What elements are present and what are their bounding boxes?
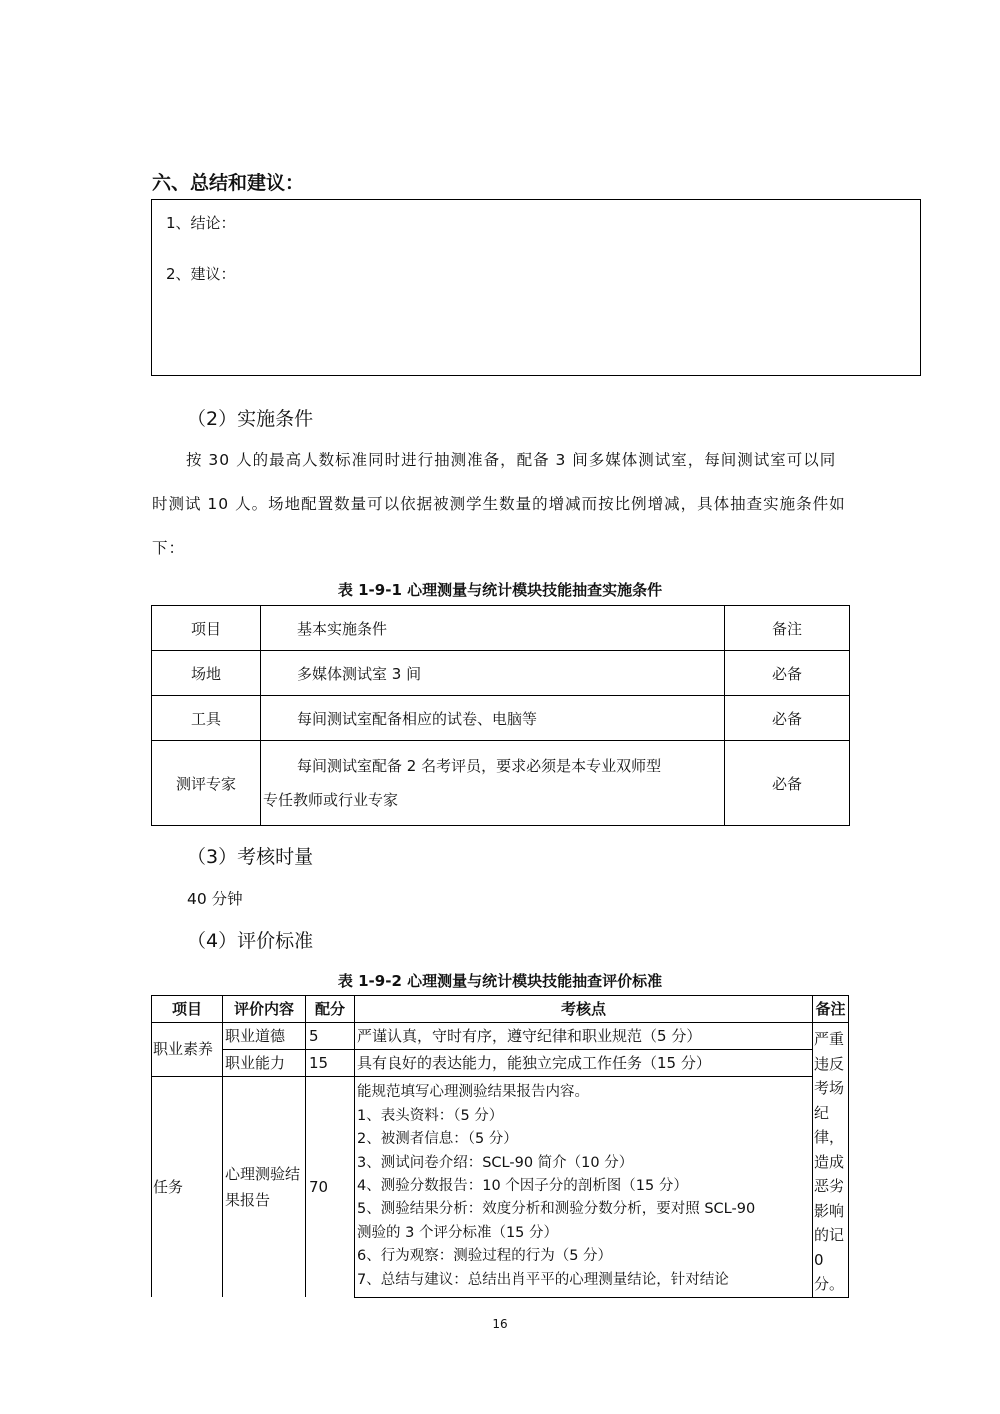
task-point: 6、行为观察：测验过程的行为（5 分） (357, 1248, 613, 1265)
task-point: 2、被测者信息：（5 分） (357, 1131, 518, 1148)
table-cell (261, 741, 725, 826)
task-point: 能规范填写心理测验结果报告内容。 (357, 1084, 589, 1101)
table-cell: 具有良好的表达能力，能独立完成工作任务（15 分） (355, 1050, 813, 1077)
table-cell: 必备 (725, 741, 850, 826)
table-header-row (152, 606, 850, 651)
header-cell: 评价内容 (223, 996, 306, 1023)
condition-line: 专任教师或行业专家 (263, 791, 399, 809)
table-cell: 职业道德 (223, 1023, 306, 1050)
task-points-cell (355, 1077, 813, 1298)
table-row (152, 1023, 849, 1050)
table-cell: 必备 (725, 651, 850, 696)
table2-caption: 表 1-9-2 心理测量与统计模块技能抽查评价标准 (337, 972, 663, 990)
table-cell: 职业能力 (223, 1050, 306, 1077)
task-point: 3、测试问卷介绍：SCL-90 简介（10 分） (357, 1154, 634, 1171)
header-cell: 项目 (152, 996, 223, 1023)
page-number: 16 (492, 1317, 508, 1331)
category-cell: 任务 (152, 1077, 223, 1298)
table-row (152, 1077, 849, 1298)
note-cell: 严重违反考场纪律，造成恶劣影响的记0分。 (813, 1023, 849, 1298)
table-cell: 测评专家 (152, 741, 261, 826)
header-cell: 考核点 (355, 996, 813, 1023)
category-cell: 职业素养 (152, 1023, 223, 1077)
task-point: 7、总结与建议：总结出肖平平的心理测量结论，针对结论 (357, 1271, 729, 1288)
table-cell: 必备 (725, 696, 850, 741)
table-header-row (152, 996, 849, 1023)
table-cell: 心理测验结果报告 (223, 1077, 306, 1298)
table-cell: 多媒体测试室 3 间 (261, 651, 725, 696)
summary-box (151, 199, 921, 376)
table-row (152, 741, 850, 826)
table-cell: 工具 (152, 696, 261, 741)
table-row (152, 1050, 849, 1077)
table-cell: 70 (306, 1077, 355, 1298)
exam-time-heading: （3）考核时量 (187, 846, 314, 868)
header-cell: 基本实施条件 (261, 606, 725, 651)
section-heading: 六、总结和建议： (152, 172, 305, 194)
exam-time-value: 40 分钟 (187, 890, 243, 908)
conclusion-label: 1、结论： (166, 214, 236, 232)
table1-caption: 表 1-9-1 心理测量与统计模块技能抽查实施条件 (337, 581, 663, 599)
task-point: 测验的 3 个评分标准（15 分） (357, 1224, 559, 1241)
table-cell: 场地 (152, 651, 261, 696)
header-cell: 配分 (306, 996, 355, 1023)
header-cell: 项目 (152, 606, 261, 651)
condition-line: 每间测试室配备 2 名考评员，要求必须是本专业双师型 (297, 757, 662, 775)
table-cell: 5 (306, 1023, 355, 1050)
table-cell: 15 (306, 1050, 355, 1077)
conditions-heading: （2）实施条件 (187, 408, 314, 430)
criteria-heading: （4）评价标准 (187, 930, 314, 952)
conditions-paragraph: 按 30 人的最高人数标准同时进行抽测准备，配备 3 间多媒体测试室，每间测试室可以同时测试 10 人。场地配置数量可以依据被测学生数量的增减而按比例增减，具体抽查实施条件如下： (152, 451, 846, 557)
criteria-table (151, 995, 849, 1298)
task-point: 1、表头资料：（5 分） (357, 1107, 504, 1124)
table-cell: 严谨认真，守时有序，遵守纪律和职业规范（5 分） (355, 1023, 813, 1050)
header-cell: 备注 (725, 606, 850, 651)
task-point: 5、测验结果分析：效度分析和测验分数分析，要对照 SCL-90 (357, 1201, 756, 1218)
conditions-table (151, 605, 850, 826)
table-row (152, 696, 850, 741)
header-cell: 备注 (813, 996, 849, 1023)
table-cell: 每间测试室配备相应的试卷、电脑等 (261, 696, 725, 741)
table-row (152, 651, 850, 696)
task-point: 4、测验分数报告：10 个因子分的剖析图（15 分） (357, 1178, 688, 1195)
suggestion-label: 2、建议： (166, 265, 236, 283)
